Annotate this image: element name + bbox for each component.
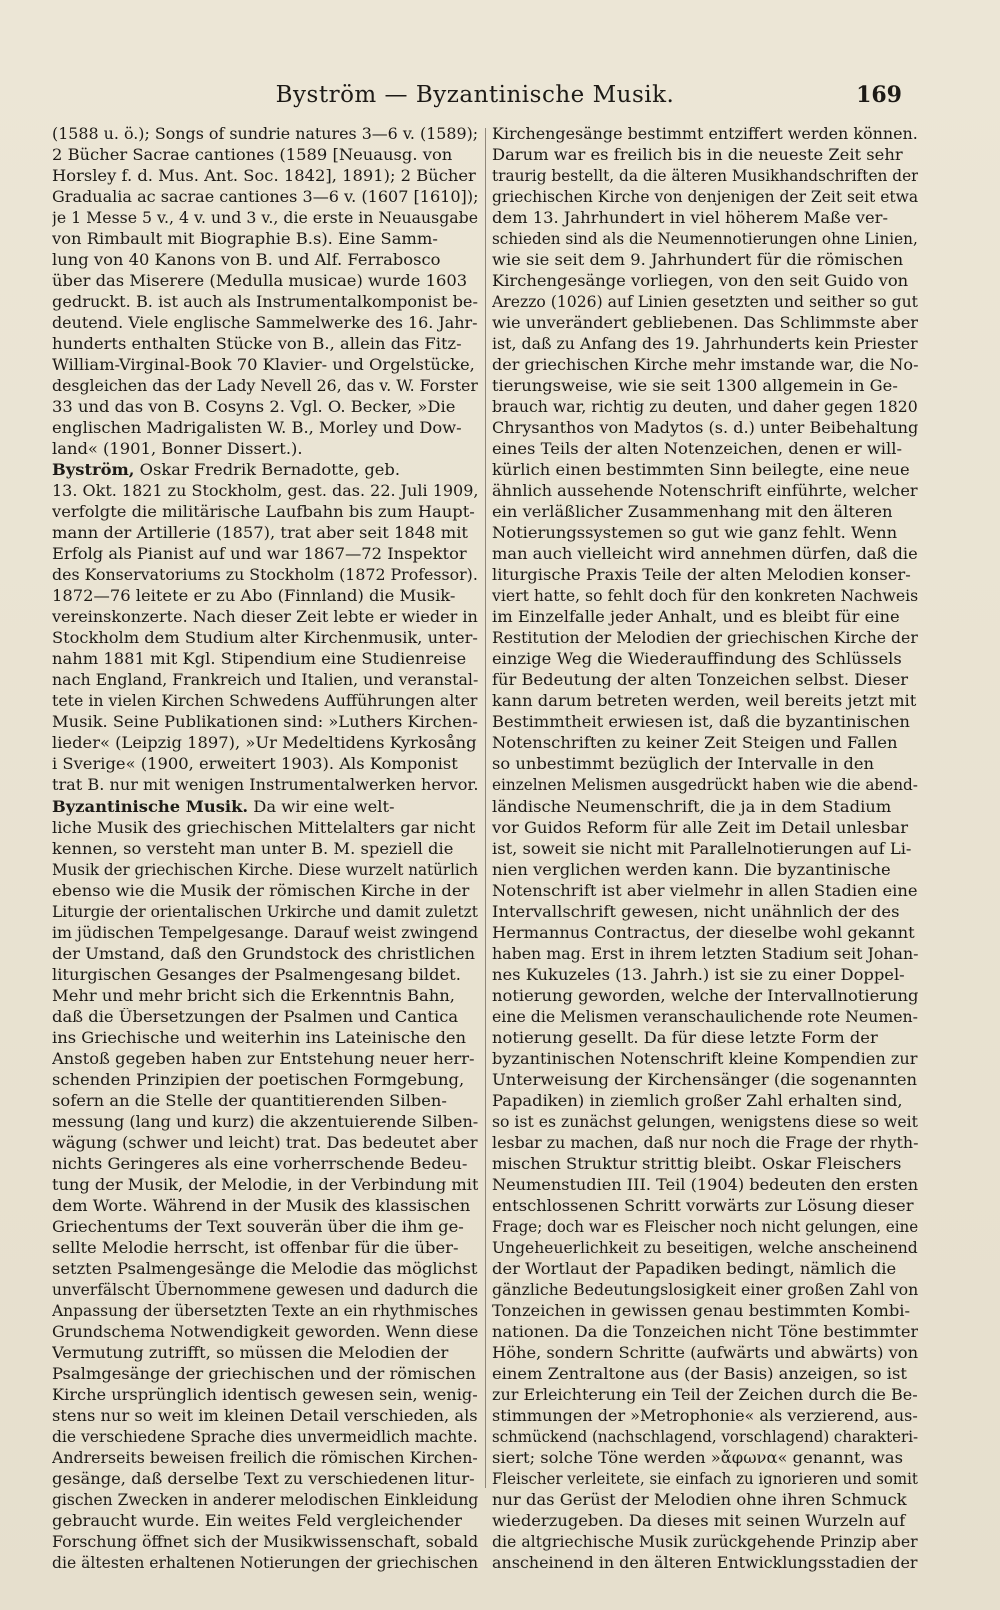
- text-line: desgleichen das der Lady Nevell 26, das v. W. Forster: [52, 377, 478, 396]
- text-line: dem 13. Jahrhundert in viel höherem Maße ver-: [492, 209, 888, 228]
- text-line: Restitution der Melodien der griechischen Kirche der: [492, 629, 918, 648]
- text-line: Kirchengesänge vorliegen, von den seit Guido von: [492, 272, 909, 291]
- text-line: lung von 40 Kanons von B. und Alf. Ferrabosco: [52, 251, 441, 270]
- text-line: i Sverige« (1900, erweitert 1903). Als Komponist: [52, 755, 458, 774]
- text-line: Frage; doch war es Fleischer noch nicht gelungen, eine: [492, 1217, 918, 1236]
- text-line: einzige Weg die Wiederauffindung des Schlüssels: [492, 650, 902, 669]
- text-line: für Bedeutung der alten Tonzeichen selbst. Dieser: [492, 671, 909, 690]
- text-line: nahm 1881 mit Kgl. Stipendium eine Studienreise: [52, 650, 467, 669]
- running-title: Byström — Byzantinische Musik.: [275, 82, 675, 108]
- text-line: Intervallschrift gewesen, nicht unähnlich der des: [492, 902, 900, 921]
- text-line: schieden sind als die Neumennotierungen ohne Linien,: [492, 230, 918, 249]
- text-line: der griechischen Kirche mehr imstande war, die No-: [492, 356, 919, 375]
- text-line: zur Erleichterung ein Teil der Zeichen durch die Be-: [492, 1385, 918, 1404]
- text-line: ein verläßlicher Zusammenhang mit den älteren: [492, 503, 893, 522]
- text-line: land« (1901, Bonner Dissert.).: [52, 440, 303, 459]
- text-line: daß die Übersetzungen der Psalmen und Cantica: [52, 1007, 459, 1026]
- text-line: unverfälscht Übernommene gewesen und dadurch die: [52, 1280, 478, 1299]
- text-line: einem Zentraltone aus (der Basis) anzeigen, so ist: [492, 1364, 907, 1383]
- text-line: Musik der griechischen Kirche. Diese wurzelt natürlich: [52, 860, 478, 879]
- text-line: vor Guidos Reform für alle Zeit im Detail unlesbar: [492, 818, 909, 837]
- text-line: Vermutung zutrifft, so müssen die Melodien der: [52, 1343, 449, 1362]
- text-line: Byström, Oskar Fredrik Bernadotte, geb.: [52, 461, 401, 480]
- text-line: Notenschriften zu keiner Zeit Steigen und Fallen: [492, 734, 898, 753]
- text-line: liche Musik des griechischen Mittelalters gar nicht: [52, 818, 476, 837]
- text-line: liturgischen Gesanges der Psalmengesang bildet.: [52, 965, 461, 984]
- text-line: William-Virginal-Book 70 Klavier- und Orgelstücke,: [52, 356, 475, 375]
- text-line: brauch war, richtig zu deuten, und daher gegen 1820: [492, 398, 918, 417]
- text-line: Musik. Seine Publikationen sind: »Luthers Kirchen-: [52, 713, 478, 732]
- text-line: viert hatte, so fehlt doch für den konkreten Nachweis: [492, 587, 918, 606]
- text-line: lesbar zu machen, daß nur noch die Frage der rhyth-: [492, 1133, 919, 1152]
- text-line: Gradualia ac sacrae cantiones 3—6 v. (1607 [1610]);: [52, 188, 479, 207]
- text-line: verfolgte die militärische Laufbahn bis zum Haupt-: [52, 503, 475, 522]
- text-line: Darum war es freilich bis in die neueste Zeit sehr: [492, 146, 903, 165]
- text-line: byzantinischen Notenschrift kleine Kompendien zur: [492, 1049, 918, 1068]
- text-line: Tonzeichen in gewissen genau bestimmten Kombi-: [492, 1301, 911, 1320]
- text-line: notierung gesellt. Da für diese letzte Form der: [492, 1028, 878, 1047]
- text-line: gebraucht wurde. Ein weites Feld vergleichender: [52, 1512, 462, 1531]
- text-line: gesänge, daß derselbe Text zu verschiedenen litur-: [52, 1470, 475, 1488]
- text-line: ist, soweit sie nicht mit Parallelnotierungen auf Li-: [492, 839, 912, 858]
- column-divider: [485, 128, 486, 1488]
- text-line: liturgische Praxis Teile der alten Melodien konser-: [492, 566, 911, 585]
- text-line: wägung (schwer und leicht) trat. Das bedeutet aber: [52, 1133, 478, 1152]
- text-line: trat B. nur mit wenigen Instrumentalwerken hervor.: [52, 776, 479, 795]
- text-line: je 1 Messe 5 v., 4 v. und 3 v., die erste in Neuausgabe: [52, 209, 479, 228]
- text-line: wie unverändert gebliebenen. Das Schlimmste aber: [492, 314, 919, 333]
- text-line: mischen Struktur strittig bleibt. Oskar Fleischers: [492, 1154, 902, 1173]
- text-line: kann darum betreten werden, weil bereits jetzt mit: [492, 692, 917, 711]
- text-line: Grundschema Notwendigkeit geworden. Wenn diese: [52, 1322, 478, 1341]
- text-line: eine die Melismen veranschaulichende rote Neumen-: [492, 1007, 918, 1026]
- text-line: Forschung öffnet sich der Musikwissenschaft, sobald: [52, 1533, 479, 1552]
- text-line: Mehr und mehr bricht sich die Erkenntnis Bahn,: [52, 986, 455, 1005]
- text-line: Horsley f. d. Mus. Ant. Soc. 1842], 1891); 2 Bücher: [52, 167, 476, 186]
- text-line: mann der Artillerie (1857), trat aber seit 1848 mit: [52, 524, 468, 543]
- text-line: englischen Madrigalisten W. B., Morley und Dow-: [52, 419, 462, 438]
- text-line: Notierungssystemen so gut wie ganz fehlt. Wenn: [492, 524, 898, 543]
- text-line: notierung geworden, welche der Intervallnotierung: [492, 986, 918, 1005]
- text-line: einzelnen Melismen ausgedrückt haben wie die abend-: [492, 776, 918, 795]
- text-line: entschlossenen Schritt vorwärts zur Lösung dieser: [492, 1196, 914, 1215]
- text-line: so ist es zunächst gelungen, wenigstens diese so weit: [492, 1112, 918, 1131]
- text-line: Kirchengesänge bestimmt entziffert werden können.: [492, 125, 918, 143]
- text-line: man auch vielleicht wird annehmen dürfen, daß die: [492, 545, 918, 564]
- text-line: über das Miserere (Medulla musicae) wurde 1603: [52, 272, 468, 291]
- text-line: gischen Zwecken in anderer melodischen Einkleidung: [52, 1491, 479, 1510]
- text-line: sellte Melodie herrscht, ist offenbar für die über-: [52, 1238, 459, 1257]
- text-line: die verschiedene Sprache dies unvermeidlich machte.: [52, 1427, 478, 1446]
- text-line: ländische Neumenschrift, die ja in dem Stadium: [492, 797, 892, 816]
- text-line: griechischen Kirche von denjenigen der Zeit seit etwa: [492, 188, 919, 207]
- text-line: (1588 u. ö.); Songs of sundrie natures 3—6 v. (1589);: [52, 125, 479, 143]
- text-line: haben mag. Erst in ihrem letzten Stadium seit Johan-: [492, 944, 918, 963]
- text-line: wiederzugeben. Da dieses mit seinen Wurzeln auf: [492, 1512, 906, 1531]
- text-line: ebenso wie die Musik der römischen Kirche in der: [52, 881, 470, 900]
- text-line: siert; solche Töne werden »ἄφωνα« genannt, was: [492, 1448, 903, 1467]
- text-line: Notenschrift ist aber vielmehr in allen Stadien eine: [492, 881, 918, 900]
- text-line: ähnlich aussehende Notenschrift einführte, welcher: [492, 482, 918, 501]
- text-line: vereinskonzerte. Nach dieser Zeit lebte er wieder in: [52, 608, 478, 627]
- text-line: Höhe, sondern Schritte (aufwärts und abwärts) von: [492, 1343, 919, 1362]
- text-line: die altgriechische Musik zurückgehende Prinzip aber: [492, 1533, 918, 1552]
- text-line: nur das Gerüst der Melodien ohne ihren Schmuck: [492, 1491, 907, 1510]
- text-line: eines Teils der alten Notenzeichen, denen er will-: [492, 440, 902, 459]
- text-line: 2 Bücher Sacrae cantiones (1589 [Neuausg. von: [52, 146, 453, 165]
- text-line: setzten Psalmengesänge die Melodie das möglichst: [52, 1259, 478, 1278]
- text-line: wie sie seit dem 9. Jahrhundert für die römischen: [492, 251, 904, 270]
- text-line: im Einzelfalle jeder Anhalt, und es bleibt für eine: [492, 608, 900, 627]
- text-line: schenden Prinzipien der poetischen Formgebung,: [52, 1070, 465, 1089]
- text-line: tete in vielen Kirchen Schwedens Aufführungen alter: [52, 692, 478, 711]
- text-line: lieder« (Leipzig 1897), »Ur Medeltidens Kyrkosång: [52, 734, 477, 753]
- text-line: nien verglichen werden kann. Die byzantinische: [492, 860, 891, 879]
- text-line: des Konservatoriums zu Stockholm (1872 Professor).: [52, 566, 478, 585]
- text-line: sofern an die Stelle der quantitierenden Silben-: [52, 1091, 447, 1110]
- text-line: Anpassung der übersetzten Texte an ein rhythmisches: [52, 1301, 478, 1320]
- text-line: Stockholm dem Studium alter Kirchenmusik, unter-: [52, 629, 478, 648]
- text-line: der Umstand, daß den Grundstock des christlichen: [52, 944, 476, 963]
- text-line: hunderts enthalten Stücke von B., allein das Fitz-: [52, 335, 462, 354]
- text-line: anscheinend in den älteren Entwicklungsstadien der: [492, 1554, 918, 1573]
- text-line: Hermannus Contractus, der dieselbe wohl gekannt: [492, 923, 915, 942]
- text-line: Arezzo (1026) auf Linien gesetzten und seither so gut: [492, 293, 918, 312]
- text-line: Erfolg als Pianist auf und war 1867—72 Inspektor: [52, 545, 467, 564]
- text-line: Neumenstudien III. Teil (1904) bedeuten den ersten: [492, 1175, 919, 1194]
- text-line: dem Worte. Während in der Musik des klassischen: [52, 1196, 471, 1215]
- text-line: tung der Musik, der Melodie, in der Verbindung mit: [52, 1175, 479, 1194]
- text-line: 13. Okt. 1821 zu Stockholm, gest. das. 22. Juli 1909,: [52, 482, 478, 501]
- text-line: Andrerseits beweisen freilich die römischen Kirchen-: [52, 1448, 478, 1467]
- text-line: Psalmgesänge der griechischen und der römischen: [52, 1364, 476, 1383]
- text-line: schmückend (nachschlagend, vorschlagend) charakteri-: [492, 1427, 918, 1446]
- text-line: kennen, so versteht man unter B. M. speziell die: [52, 839, 454, 858]
- text-line: Unterweisung der Kirchensänger (die sogenannten: [492, 1070, 918, 1089]
- text-line: tierungsweise, wie sie seit 1300 allgemein in Ge-: [492, 377, 898, 396]
- text-line: ist, daß zu Anfang des 19. Jahrhunderts kein Priester: [492, 335, 918, 354]
- text-line: 33 und das von B. Cosyns 2. Vgl. O. Becker, »Die: [52, 398, 456, 417]
- text-line: nationen. Da die Tonzeichen nicht Töne bestimmter: [492, 1322, 919, 1341]
- text-line: stens nur so weit im kleinen Detail verschieden, als: [52, 1406, 478, 1425]
- text-line: Kirche ursprünglich identisch gewesen sein, wenig-: [52, 1385, 478, 1404]
- text-line: kürlich einen bestimmten Sinn beilegte, eine neue: [492, 461, 910, 480]
- text-line: Fleischer verleitete, sie einfach zu ignorieren und somit: [492, 1470, 918, 1488]
- text-line: Papadiken) in ziemlich großer Zahl erhalten sind,: [492, 1091, 903, 1110]
- text-line: Chrysanthos von Madytos (s. d.) unter Beibehaltung: [492, 419, 918, 438]
- page-number: 169: [856, 82, 902, 108]
- text-line: Griechentums der Text souverän über die ihm ge-: [52, 1217, 464, 1236]
- text-line: Ungeheuerlichkeit zu beseitigen, welche anscheinend: [492, 1238, 918, 1257]
- text-line: stimmungen der »Metrophonie« als verzierend, aus-: [492, 1406, 918, 1425]
- text-line: von Rimbault mit Biographie B.s). Eine Samm-: [52, 230, 438, 249]
- text-line: messung (lang und kurz) die akzentuierende Silben-: [52, 1112, 478, 1131]
- text-line: Bestimmtheit erwiesen ist, daß die byzantinischen: [492, 713, 910, 732]
- text-line: ins Griechische und weiterhin ins Lateinische den: [52, 1028, 467, 1047]
- text-line: so unbestimmt bezüglich der Intervalle in den: [492, 755, 875, 774]
- text-line: gedruckt. B. ist auch als Instrumentalkomponist be-: [52, 293, 478, 312]
- text-line: Anstoß gegeben haben zur Entstehung neuer herr-: [52, 1049, 475, 1068]
- text-line: Byzantinische Musik. Da wir eine welt-: [52, 797, 395, 816]
- text-line: gänzliche Bedeutungslosigkeit einer großen Zahl von: [492, 1280, 919, 1299]
- text-line: nes Kukuzeles (13. Jahrh.) ist sie zu einer Doppel-: [492, 965, 905, 984]
- text-line: 1872—76 leitete er zu Abo (Finnland) die Musik-: [52, 587, 456, 606]
- text-line: im jüdischen Tempelgesange. Darauf weist zwingend: [52, 923, 478, 942]
- text-line: Liturgie der orientalischen Urkirche und damit zuletzt: [52, 902, 478, 921]
- right-column: [492, 124, 918, 1574]
- left-column: [52, 124, 478, 1574]
- text-line: der Wortlaut der Papadiken bedingt, nämlich die: [492, 1259, 897, 1278]
- text-line: die ältesten erhaltenen Notierungen der griechischen: [52, 1554, 479, 1573]
- text-line: deutend. Viele englische Sammelwerke des 16. Jahr-: [52, 314, 478, 333]
- text-line: nach England, Frankreich und Italien, und veranstal-: [52, 671, 478, 690]
- text-line: nichts Geringeres als eine vorherrschende Bedeu-: [52, 1154, 468, 1173]
- text-line: traurig bestellt, da die älteren Musikhandschriften der: [492, 167, 918, 186]
